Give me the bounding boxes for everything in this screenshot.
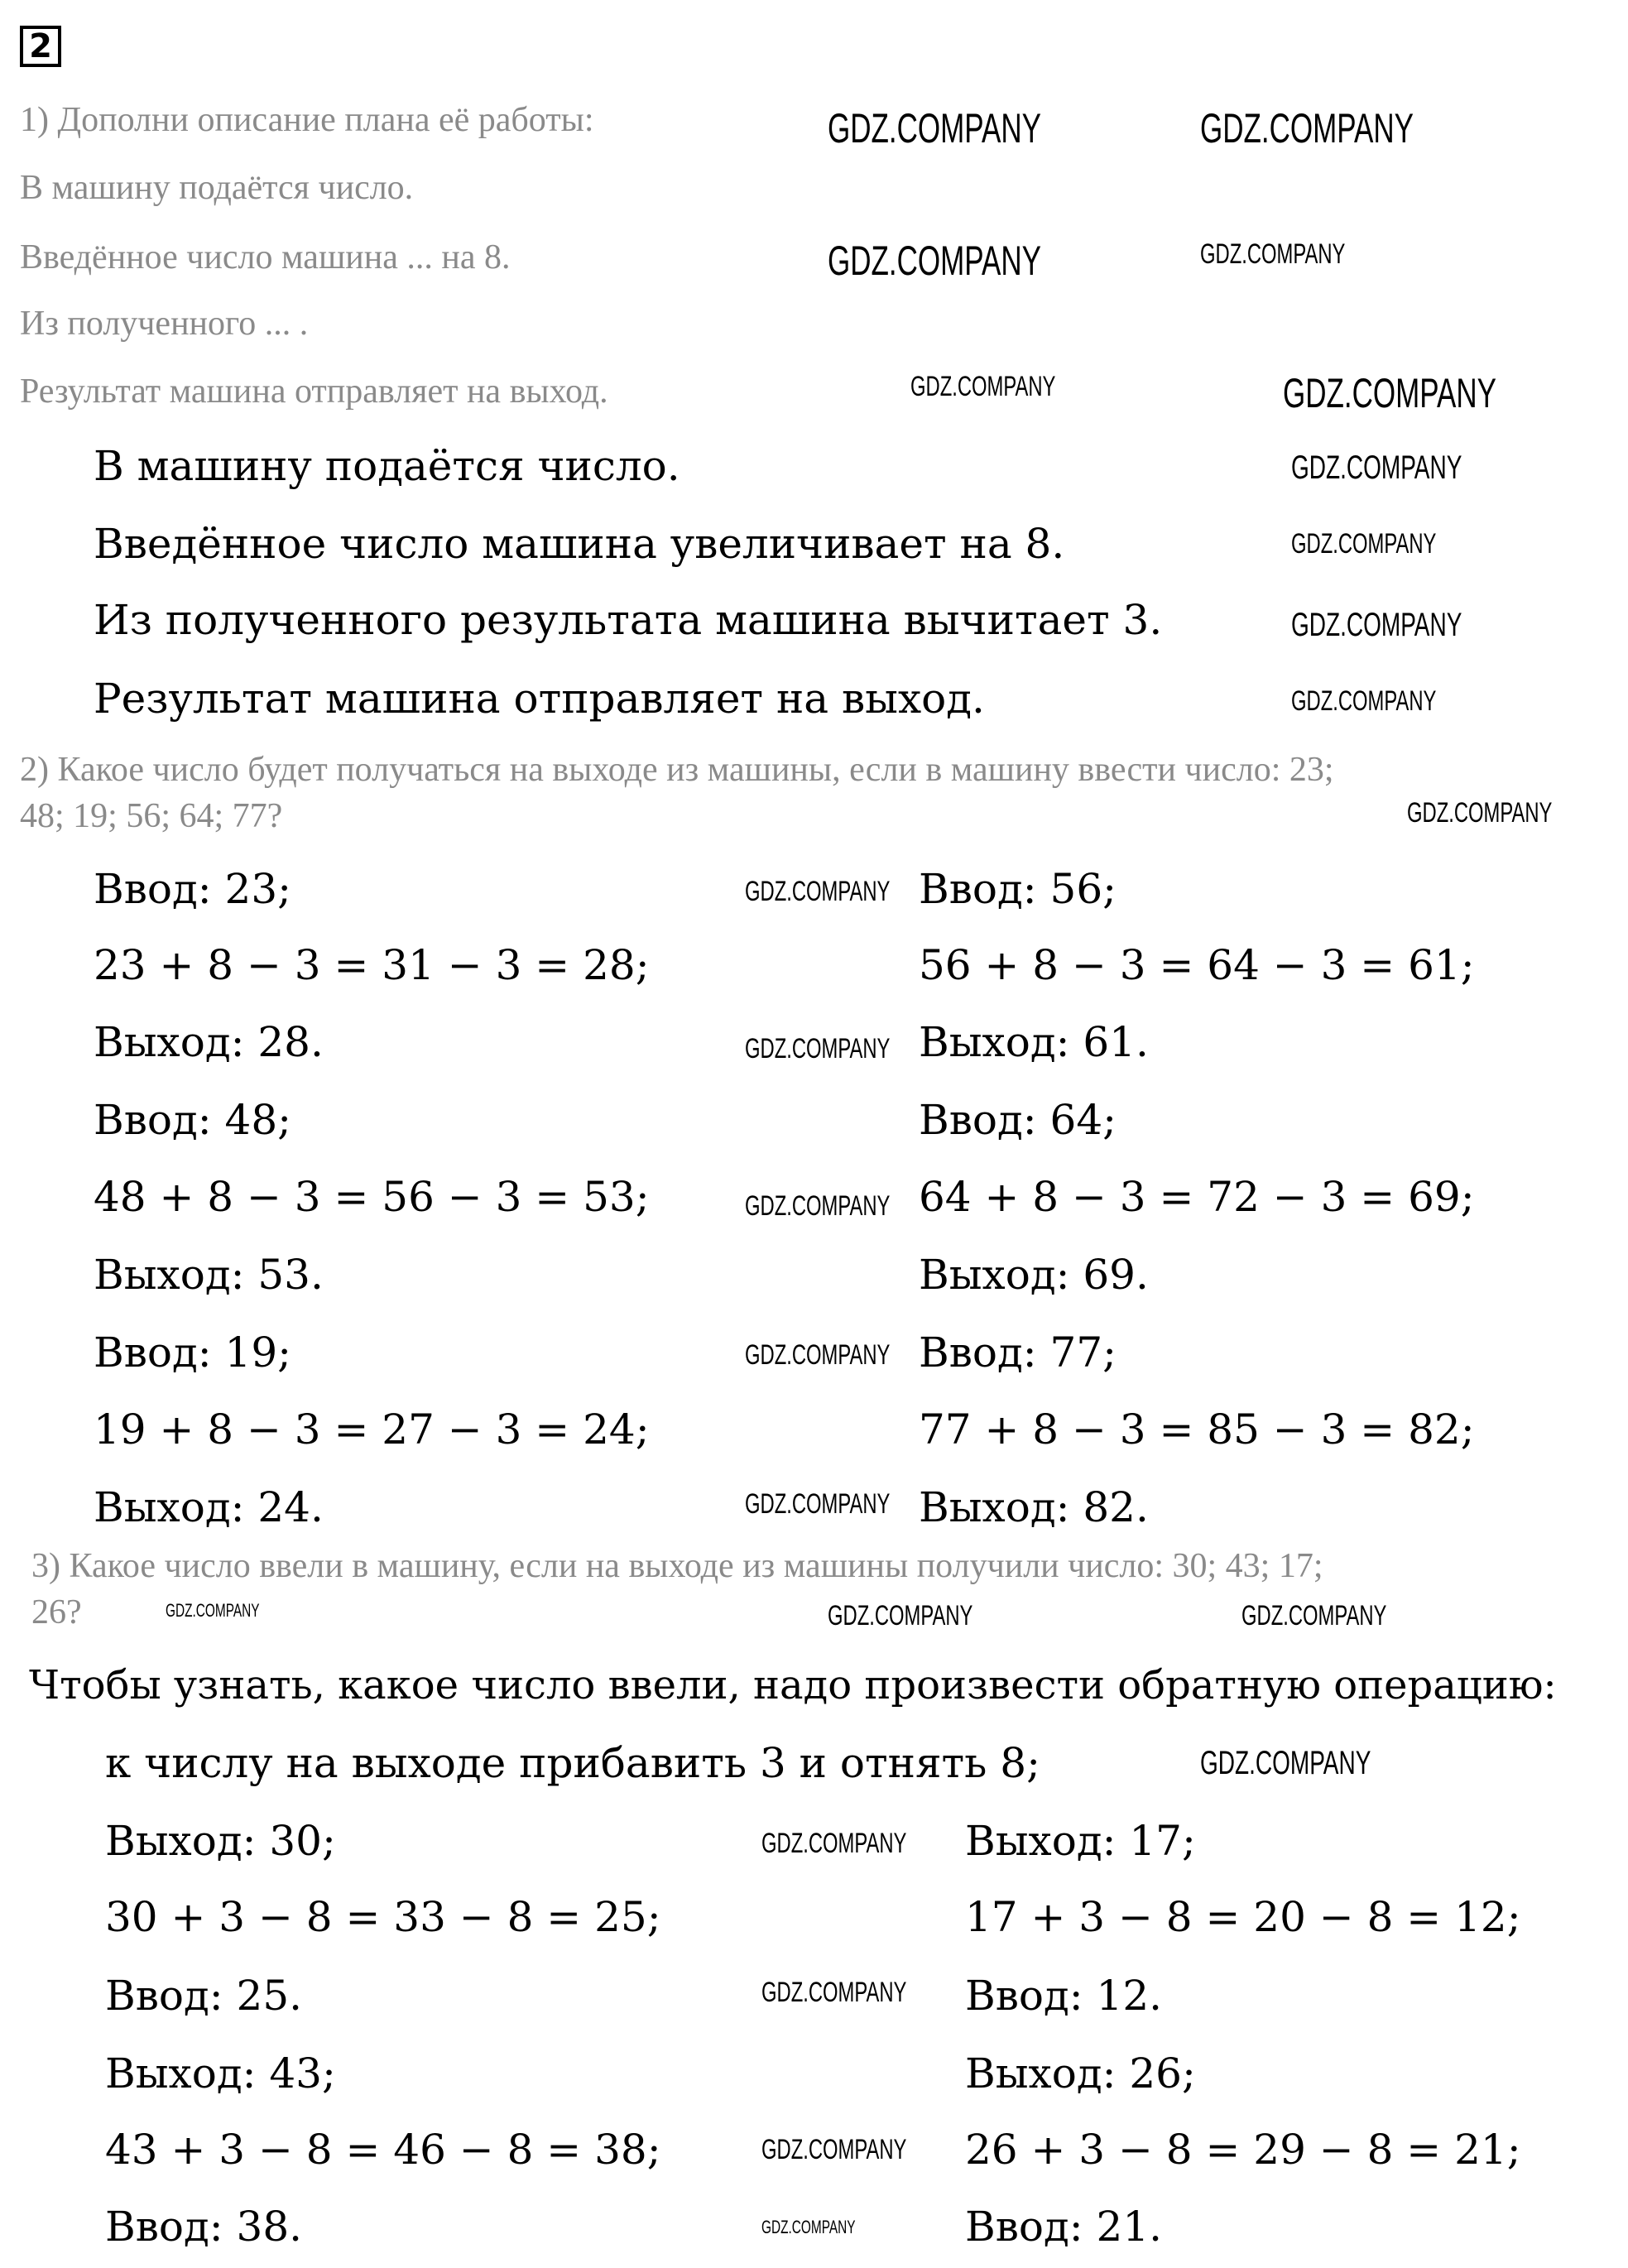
- solution-line: 43 + 3 − 8 = 46 − 8 = 38;: [105, 2126, 661, 2174]
- solution-line: Выход: 24.: [94, 1483, 324, 1531]
- watermark-text: GDZ.COMPANY: [1200, 238, 1346, 270]
- solution-line: Ввод: 77;: [919, 1329, 1117, 1377]
- solution-line: Выход: 26;: [965, 2049, 1196, 2097]
- part3-question-cont: 26?: [31, 1593, 82, 1631]
- watermark-text: GDZ.COMPANY: [745, 1190, 891, 1222]
- watermark-text: GDZ.COMPANY: [1200, 105, 1414, 151]
- solution-line: Ввод: 21.: [965, 2203, 1163, 2251]
- watermark-text: GDZ.COMPANY: [1283, 370, 1496, 416]
- solution-line: 17 + 3 − 8 = 20 − 8 = 12;: [965, 1893, 1521, 1941]
- watermark-text: GDZ.COMPANY: [828, 238, 1041, 284]
- solution-line: Выход: 82.: [919, 1483, 1149, 1531]
- watermark-text: GDZ.COMPANY: [1291, 685, 1437, 717]
- template-line: В машину подаётся число.: [20, 169, 414, 207]
- watermark-text: GDZ.COMPANY: [745, 1488, 891, 1520]
- solution-line: Выход: 61.: [919, 1018, 1149, 1066]
- watermark-text: GDZ.COMPANY: [910, 371, 1056, 402]
- solution-line: Выход: 69.: [919, 1251, 1149, 1299]
- solution-line: 19 + 8 − 3 = 27 − 3 = 24;: [94, 1405, 650, 1454]
- watermark-text: GDZ.COMPANY: [828, 105, 1041, 151]
- watermark-text: GDZ.COMPANY: [761, 1828, 907, 1859]
- part2-question: 2) Какое число будет получаться на выходе из машины, если в машину ввести число: 23;: [20, 751, 1334, 789]
- solution-line: Ввод: 25.: [105, 1972, 303, 2020]
- watermark-text: GDZ.COMPANY: [1291, 607, 1462, 643]
- solution-line: 30 + 3 − 8 = 33 − 8 = 25;: [105, 1893, 661, 1941]
- explanation-cont: к числу на выходе прибавить 3 и отнять 8;: [105, 1739, 1040, 1787]
- solution-line: Ввод: 56;: [919, 865, 1117, 913]
- solution-line: 23 + 8 − 3 = 31 − 3 = 28;: [94, 941, 650, 989]
- watermark-text: GDZ.COMPANY: [828, 1600, 973, 1631]
- watermark-text: GDZ.COMPANY: [761, 2134, 907, 2165]
- part1-question: 1) Дополни описание плана её работы:: [20, 101, 594, 139]
- solution-line: Ввод: 48;: [94, 1096, 291, 1144]
- solution-line: 64 + 8 − 3 = 72 − 3 = 69;: [919, 1173, 1475, 1221]
- watermark-text: GDZ.COMPANY: [1407, 797, 1553, 829]
- template-line: Введённое число машина ... на 8.: [20, 238, 511, 276]
- part3-question: 3) Какое число ввели в машину, если на выходе из машины получили число: 30; 43; 17;: [31, 1547, 1323, 1585]
- task-number-badge: 2: [20, 26, 61, 67]
- watermark-text: GDZ.COMPANY: [745, 876, 891, 907]
- watermark-text: GDZ.COMPANY: [761, 1977, 907, 2008]
- solution-line: 48 + 8 − 3 = 56 − 3 = 53;: [94, 1173, 650, 1221]
- solution-line: Ввод: 12.: [965, 1972, 1163, 2020]
- solution-line: Ввод: 23;: [94, 865, 291, 913]
- solution-line: Ввод: 64;: [919, 1096, 1117, 1144]
- part2-question-cont: 48; 19; 56; 64; 77?: [20, 797, 283, 835]
- explanation: Чтобы узнать, какое число ввели, надо произвести обратную операцию:: [29, 1662, 1557, 1708]
- solution-line: Выход: 28.: [94, 1018, 324, 1066]
- watermark-text: GDZ.COMPANY: [1241, 1600, 1387, 1631]
- watermark-text: GDZ.COMPANY: [1291, 449, 1462, 486]
- solution-line: Ввод: 38.: [105, 2203, 303, 2251]
- watermark-text: GDZ.COMPANY: [745, 1033, 891, 1064]
- solution-line: Выход: 53.: [94, 1251, 324, 1299]
- template-line: Результат машина отправляет на выход.: [20, 372, 608, 411]
- answer-line: В машину подаётся число.: [94, 442, 680, 490]
- watermark-text: GDZ.COMPANY: [761, 2217, 856, 2237]
- solution-line: Ввод: 19;: [94, 1329, 291, 1377]
- watermark-text: GDZ.COMPANY: [1200, 1745, 1371, 1781]
- watermark-text: GDZ.COMPANY: [745, 1339, 891, 1371]
- answer-line: Введённое число машина увеличивает на 8.: [94, 520, 1065, 568]
- solution-line: 77 + 8 − 3 = 85 − 3 = 82;: [919, 1405, 1475, 1454]
- template-line: Из полученного ... .: [20, 305, 309, 343]
- solution-line: Выход: 30;: [105, 1817, 336, 1865]
- solution-line: 26 + 3 − 8 = 29 − 8 = 21;: [965, 2126, 1521, 2174]
- watermark-text: GDZ.COMPANY: [166, 1600, 260, 1621]
- solution-line: Выход: 43;: [105, 2049, 336, 2097]
- solution-line: 56 + 8 − 3 = 64 − 3 = 61;: [919, 941, 1475, 989]
- answer-line: Результат машина отправляет на выход.: [94, 675, 985, 723]
- answer-line: Из полученного результата машина вычитает 3.: [94, 596, 1163, 644]
- solution-line: Выход: 17;: [965, 1817, 1196, 1865]
- watermark-text: GDZ.COMPANY: [1291, 528, 1437, 560]
